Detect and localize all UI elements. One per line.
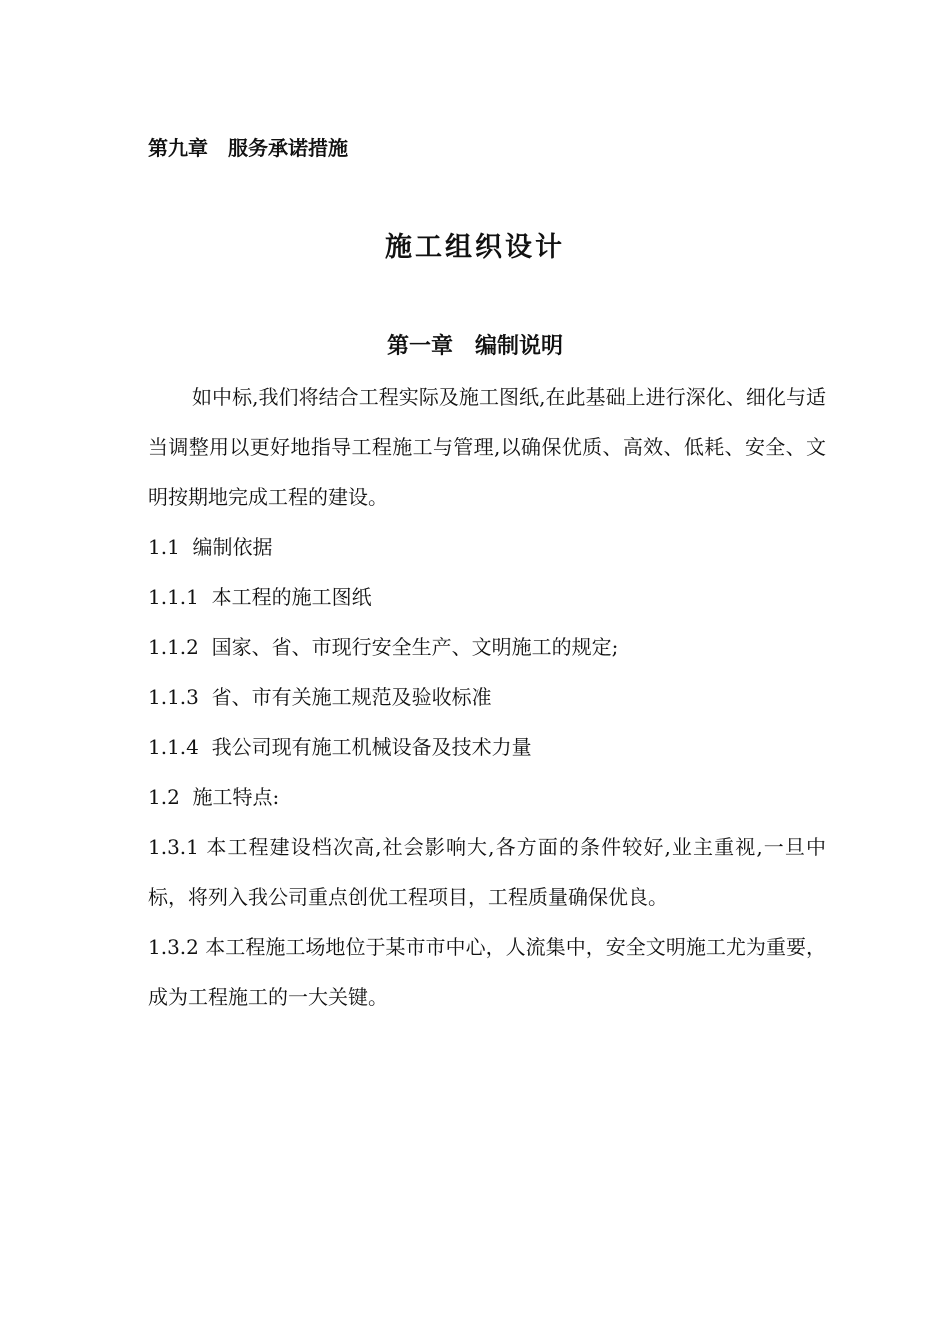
section-1-2: 1.2 施工特点: bbox=[148, 785, 280, 809]
item-1-1-2: 1.1.2 国家、省、市现行安全生产、文明施工的规定; bbox=[148, 635, 619, 659]
previous-chapter-heading: 第九章 服务承诺措施 bbox=[148, 136, 348, 160]
item-1-1-1: 1.1.1 本工程的施工图纸 bbox=[148, 585, 372, 609]
paragraph-1-3-2: 1.3.2 本工程施工场地位于某市市中心，人流集中，安全文明施工尤为重要，成为工程施工的一大关键。 bbox=[148, 935, 826, 1009]
paragraph-1-3-1: 1.3.1 本工程建设档次高,社会影响大,各方面的条件较好,业主重视,一旦中标，将列入我公司重点创优工程项目，工程质量确保优良。 bbox=[148, 835, 826, 909]
item-1-1-4: 1.1.4 我公司现有施工机械设备及技术力量 bbox=[148, 735, 532, 759]
intro-paragraph: 如中标,我们将结合工程实际及施工图纸,在此基础上进行深化、细化与适当调整用以更好地指导工程施工与管理,以确保优质、高效、低耗、安全、文明按期地完成工程的建设。 bbox=[148, 385, 826, 509]
document-title: 施工组织设计 bbox=[385, 232, 565, 263]
item-1-1-3: 1.1.3 省、市有关施工规范及验收标准 bbox=[148, 685, 492, 709]
chapter-heading: 第一章 编制说明 bbox=[386, 334, 563, 359]
section-1-1: 1.1 编制依据 bbox=[148, 535, 273, 559]
